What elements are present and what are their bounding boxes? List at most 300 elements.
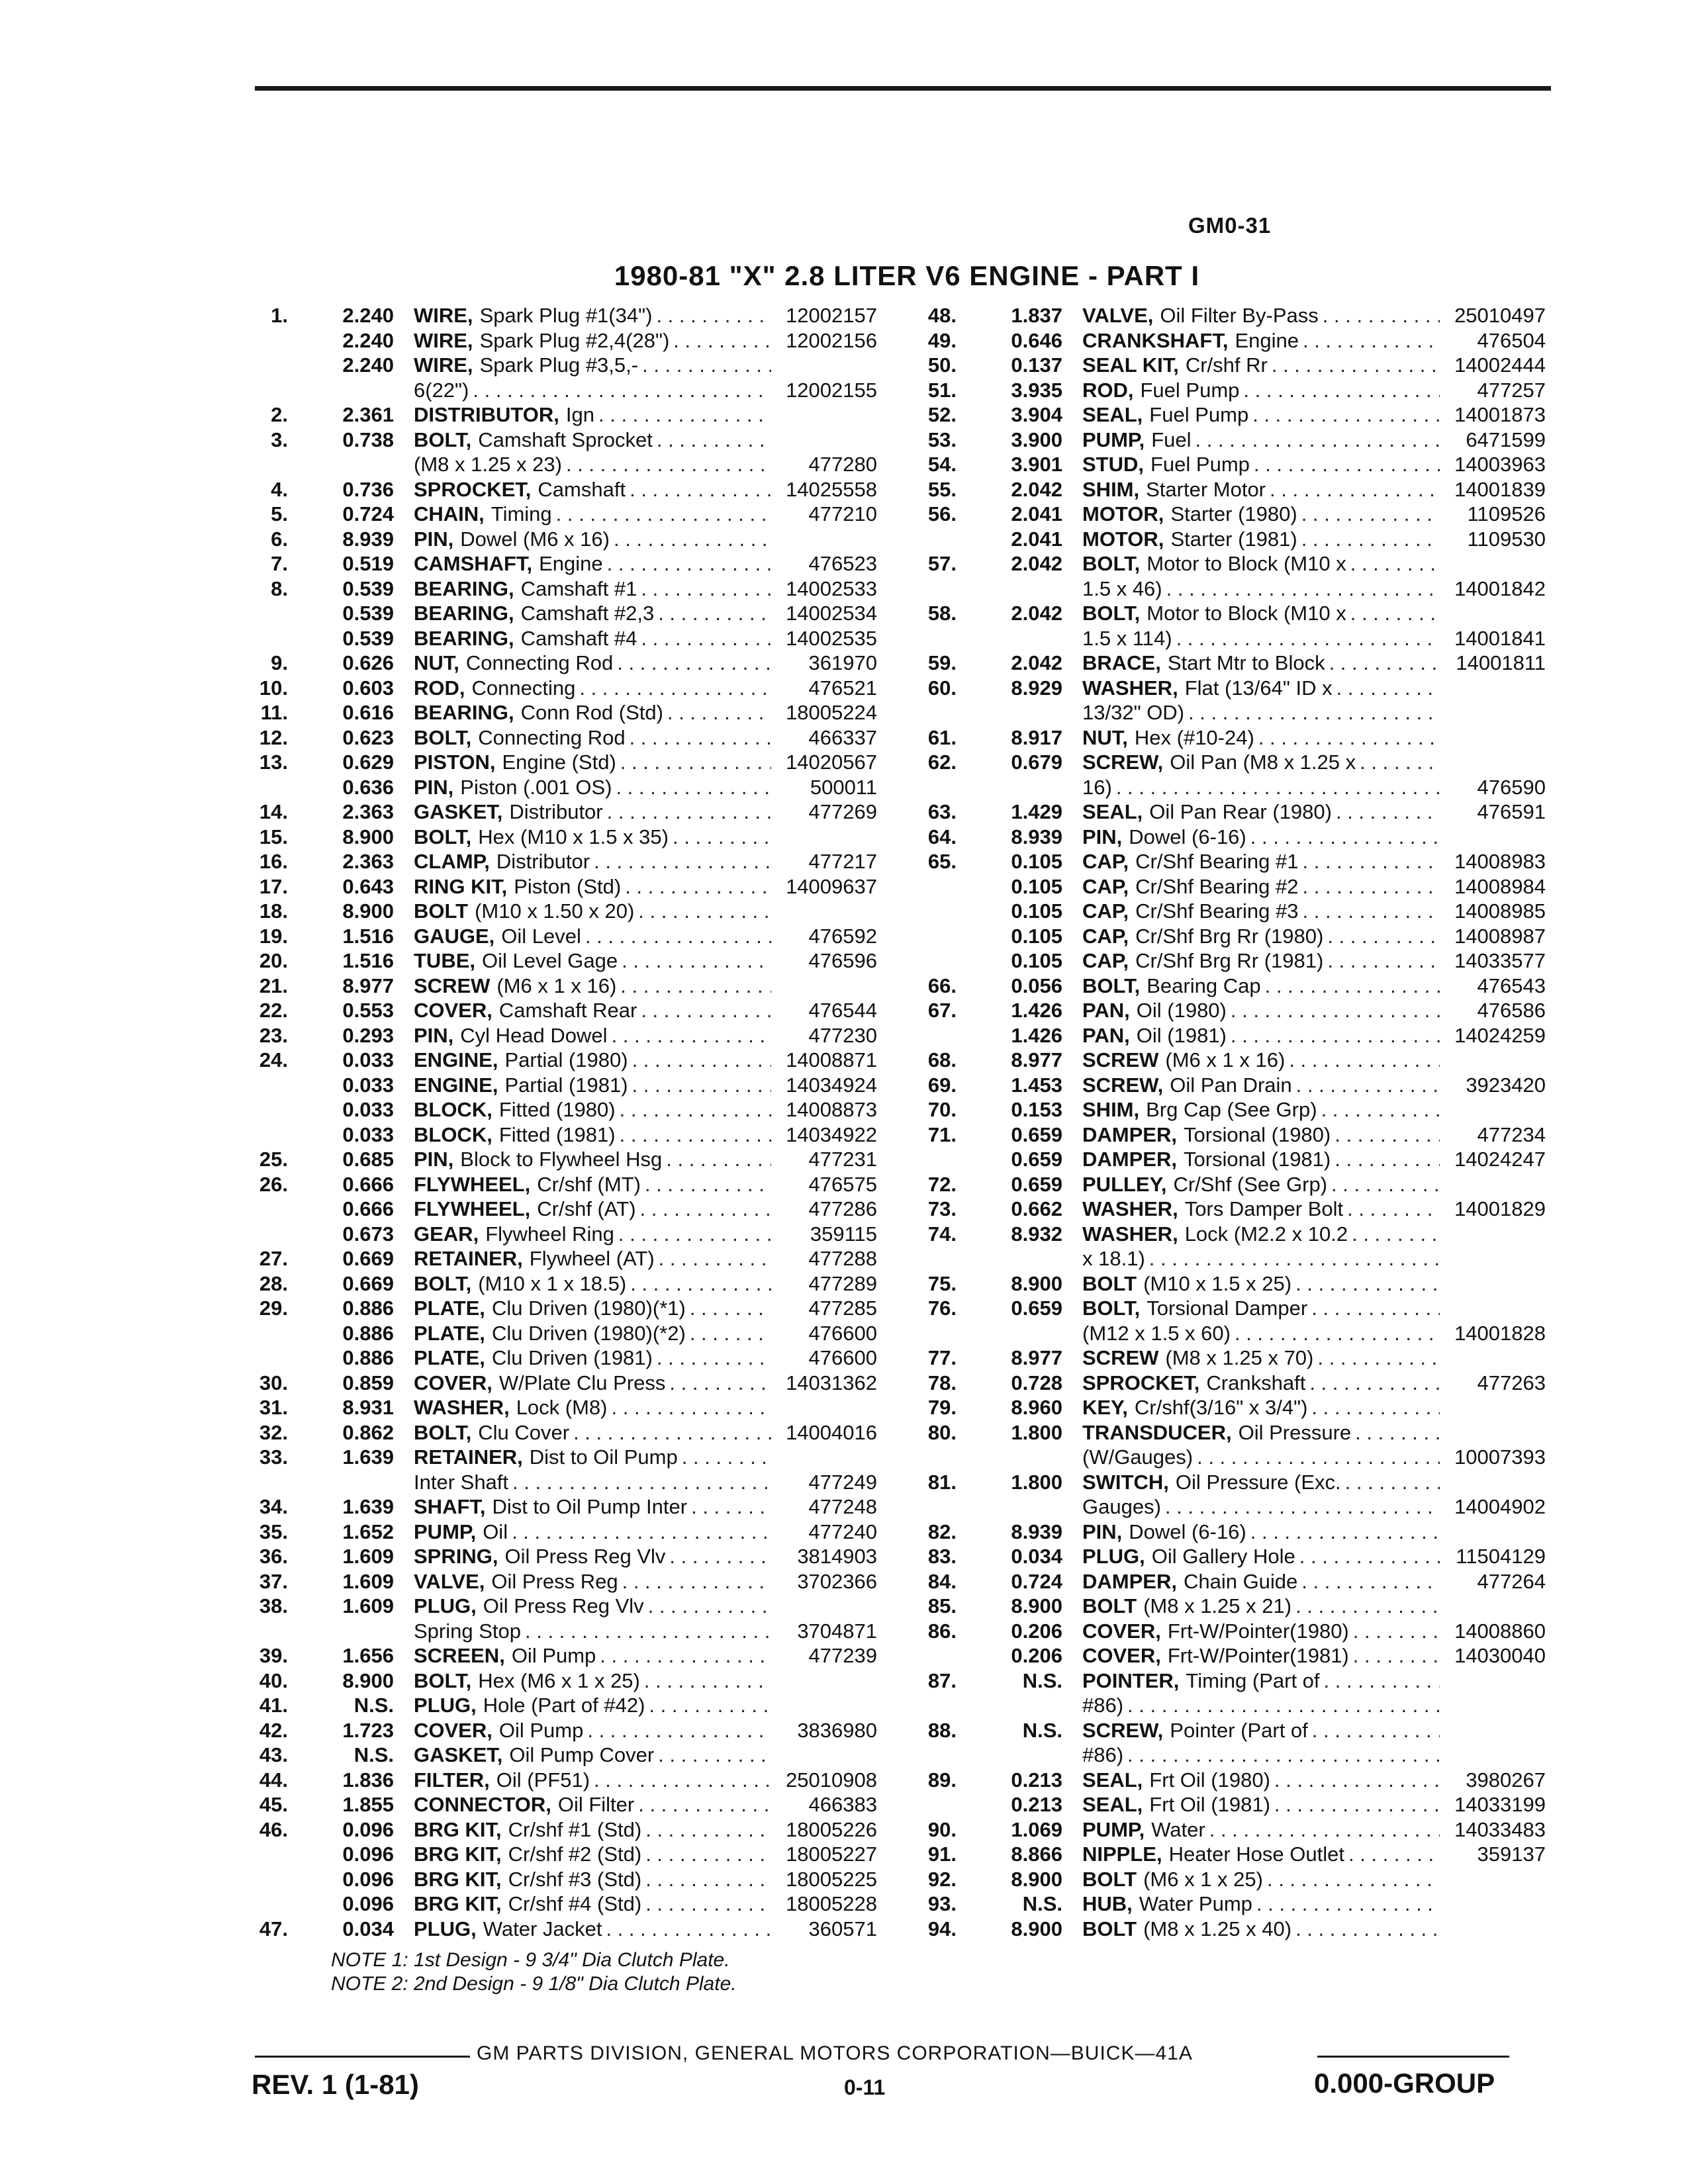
part-detail: Oil Pan (M8 x 1.25 x	[1170, 751, 1356, 774]
part-number	[1440, 1520, 1546, 1545]
leader-dots	[628, 1048, 771, 1073]
item-number: 15.	[259, 825, 288, 848]
part-description	[1062, 1817, 1546, 1843]
top-rule	[255, 86, 1551, 91]
group-number: 1.516	[342, 924, 394, 948]
part-detail: Oil Pressure (Exc.	[1175, 1470, 1341, 1494]
part-detail: Clu Driven (1981)	[491, 1346, 653, 1369]
part-number: 476544	[808, 999, 877, 1022]
leader-dots	[552, 502, 771, 527]
part-name: BEARING,	[414, 602, 514, 625]
part-row	[910, 1172, 1546, 1197]
leader-dots	[1227, 998, 1440, 1023]
item-number: 13.	[259, 751, 288, 774]
leader-dots	[1192, 428, 1440, 453]
part-description	[1062, 1668, 1546, 1694]
group-number: 8.960	[1011, 1396, 1062, 1419]
part-row	[910, 750, 1546, 775]
part-description	[394, 626, 877, 651]
part-detail: Hex (M10 x 1.5 x 35)	[478, 825, 669, 848]
leader-dots	[1297, 527, 1440, 552]
item-number	[910, 1147, 957, 1172]
part-number: 14002534	[786, 602, 877, 625]
part-number: 477248	[808, 1495, 877, 1518]
item-number: 77.	[927, 1346, 957, 1369]
part-description	[1062, 1371, 1546, 1396]
item-number	[910, 626, 957, 651]
part-row	[910, 303, 1546, 328]
part-detail: Conn Rod (Std)	[520, 701, 663, 724]
leader-dots	[669, 328, 771, 353]
part-name: COVER,	[1082, 1619, 1161, 1643]
part-row	[910, 1296, 1546, 1321]
group-number: 8.866	[1011, 1843, 1062, 1866]
part-row	[910, 1197, 1546, 1222]
part-detail: Spark Plug #2,4(28")	[479, 328, 670, 352]
group-number: 0.666	[342, 1172, 394, 1196]
group-number: 0.616	[342, 701, 394, 724]
leader-dots	[614, 1222, 771, 1247]
part-detail: Oil Press Reg	[491, 1569, 618, 1593]
part-row	[910, 948, 1546, 974]
part-detail: Frt Oil (1981)	[1149, 1793, 1270, 1816]
leader-dots	[581, 924, 771, 949]
part-detail: Fitted (1981)	[498, 1122, 616, 1146]
group-number: 0.862	[342, 1420, 394, 1444]
group-number: 0.034	[342, 1917, 394, 1940]
part-name: BOLT,	[414, 428, 472, 451]
part-number	[1440, 1668, 1546, 1694]
part-description	[394, 1544, 877, 1569]
part-row	[242, 1594, 877, 1619]
part-detail: x 18.1)	[1082, 1247, 1145, 1270]
part-name: RETAINER,	[414, 1445, 523, 1469]
group-number: 0.105	[1011, 924, 1062, 948]
leader-dots	[662, 1147, 771, 1172]
part-detail: Fuel Pump	[1149, 403, 1249, 426]
part-row	[242, 1395, 877, 1420]
part-detail: (M10 x 1.50 x 20)	[475, 899, 635, 923]
group-number: N.S.	[1022, 1892, 1062, 1915]
part-number: 14033483	[1454, 1817, 1546, 1841]
part-detail: Engine	[1235, 328, 1299, 352]
part-name: POINTER,	[1082, 1668, 1180, 1692]
part-name: PIN,	[414, 1148, 454, 1171]
part-detail: Camshaft	[538, 477, 626, 501]
group-number: 0.626	[342, 651, 394, 674]
group-number: 0.105	[1011, 899, 1062, 923]
part-description	[394, 576, 877, 602]
group-number: 1.069	[1011, 1817, 1062, 1841]
part-detail: Dist to Oil Pump Inter	[492, 1495, 688, 1518]
part-number: 14003963	[1454, 453, 1546, 476]
item-number: 58.	[927, 602, 957, 625]
part-row	[910, 1371, 1546, 1396]
part-name: BOLT,	[414, 725, 472, 749]
leader-dots	[469, 378, 771, 403]
part-name: GASKET,	[414, 800, 503, 823]
part-number: 359115	[810, 1222, 877, 1246]
leader-dots	[653, 428, 771, 453]
part-description	[394, 799, 877, 825]
page-title: 1980-81 "X" 2.8 LITER V6 ENGINE - PART I	[614, 260, 1200, 291]
part-description	[394, 1172, 877, 1197]
item-number: 24.	[259, 1048, 288, 1071]
part-name: COVER,	[414, 1718, 492, 1742]
part-number: 500011	[810, 775, 877, 799]
part-name: ENGINE,	[414, 1048, 498, 1071]
part-number: 14001841	[1454, 626, 1546, 650]
group-number: 0.736	[342, 477, 394, 501]
part-row	[910, 1718, 1546, 1743]
leader-dots	[1348, 1222, 1440, 1247]
leader-dots	[1123, 1693, 1440, 1718]
item-number	[910, 899, 957, 924]
item-number	[910, 1321, 957, 1346]
part-row	[242, 1668, 877, 1694]
part-description	[1062, 874, 1546, 899]
leader-dots	[590, 849, 771, 874]
group-number: 8.977	[1011, 1346, 1062, 1369]
leader-dots	[641, 1867, 771, 1892]
part-number: 360571	[808, 1917, 877, 1940]
part-description	[1062, 428, 1546, 453]
part-detail: Torsional Damper	[1147, 1297, 1308, 1320]
part-description	[394, 700, 877, 725]
leader-dots	[686, 1321, 771, 1346]
leader-dots	[640, 1668, 771, 1694]
part-detail: 13/32" OD)	[1082, 701, 1185, 724]
group-number: 0.629	[342, 751, 394, 774]
part-name: BOLT	[414, 899, 469, 923]
part-detail: Oil Gallery Hole	[1151, 1545, 1295, 1568]
part-description	[394, 1445, 877, 1470]
item-number: 33.	[259, 1445, 288, 1469]
part-detail: Clu Cover	[478, 1420, 570, 1444]
part-name: GAUGE,	[414, 924, 495, 948]
part-detail: Distributor	[509, 800, 603, 823]
group-number: 0.056	[1011, 974, 1062, 997]
part-number: 14001828	[1454, 1321, 1546, 1345]
item-number: 37.	[259, 1569, 288, 1593]
group-number: 0.886	[342, 1297, 394, 1320]
part-name: BOLT	[1082, 1594, 1137, 1617]
part-detail: Dowel (6-16)	[1129, 1520, 1246, 1543]
part-row	[910, 1520, 1546, 1545]
group-number: 8.917	[1011, 725, 1062, 749]
part-description	[394, 1197, 877, 1222]
leader-dots	[562, 452, 771, 477]
leader-dots	[1297, 1569, 1440, 1594]
leader-dots	[641, 1817, 771, 1843]
group-number: 1.426	[1011, 1023, 1062, 1047]
leader-dots	[1291, 1917, 1440, 1942]
item-number	[910, 874, 957, 899]
footer-publisher: GM PARTS DIVISION, GENERAL MOTORS CORPORATION—BUICK—41A	[477, 2042, 1193, 2064]
part-detail: Motor to Block (M10 x	[1147, 552, 1346, 575]
part-description	[1062, 1445, 1546, 1470]
leader-dots	[1250, 452, 1440, 477]
part-description	[1062, 1246, 1546, 1271]
group-number	[957, 1321, 1062, 1346]
leader-dots	[641, 1891, 771, 1917]
part-detail: Oil (1981)	[1136, 1023, 1227, 1047]
part-description	[394, 1693, 877, 1718]
part-number: 476521	[808, 676, 877, 700]
item-number: 50.	[927, 353, 957, 377]
part-description	[1062, 1147, 1546, 1172]
part-description	[394, 899, 877, 924]
part-row	[910, 1743, 1546, 1768]
part-description	[1062, 825, 1546, 850]
item-number: 75.	[927, 1271, 957, 1295]
group-number	[288, 378, 394, 403]
part-description	[394, 1867, 877, 1892]
leader-dots	[621, 874, 771, 899]
group-number: 0.673	[342, 1222, 394, 1246]
part-row	[910, 1792, 1546, 1817]
part-description	[394, 825, 877, 850]
item-number: 79.	[927, 1396, 957, 1419]
part-number: 6471599	[1466, 428, 1546, 451]
part-name: FLYWHEEL,	[414, 1197, 531, 1220]
item-number: 18.	[259, 899, 288, 923]
part-name: SCREEN,	[414, 1644, 505, 1667]
part-number: 477263	[1477, 1371, 1546, 1394]
group-number: 0.096	[342, 1817, 394, 1841]
part-number: 14008860	[1454, 1619, 1546, 1643]
part-name: BRG KIT,	[414, 1892, 502, 1915]
part-description	[394, 849, 877, 874]
part-name: ROD,	[1082, 378, 1134, 402]
leader-dots	[1299, 328, 1440, 353]
group-number: 0.646	[1011, 328, 1062, 352]
part-row	[242, 1172, 877, 1197]
item-number	[910, 1023, 957, 1048]
group-number: 1.855	[342, 1793, 394, 1816]
part-name: PLATE,	[414, 1321, 485, 1345]
leader-dots	[602, 1917, 771, 1942]
group-number: N.S.	[353, 1743, 394, 1766]
leader-dots	[655, 1246, 771, 1271]
part-name: SPRING,	[414, 1545, 498, 1568]
part-description	[394, 725, 877, 751]
leader-dots	[1145, 1246, 1440, 1271]
item-number: 60.	[927, 676, 957, 700]
part-name: SCREW,	[1082, 1718, 1164, 1742]
part-detail: Cr/shf Rr	[1185, 353, 1268, 377]
part-number: 14001839	[1454, 477, 1546, 501]
item-number: 54.	[927, 453, 957, 476]
part-detail: Fuel	[1151, 428, 1192, 451]
part-name: WASHER,	[1082, 1197, 1178, 1220]
part-name: BEARING,	[414, 576, 514, 600]
item-number	[242, 378, 288, 403]
part-number: 14008873	[786, 1098, 877, 1121]
part-number: 1109530	[1467, 527, 1546, 551]
part-detail: Partial (1981)	[504, 1073, 628, 1097]
part-name: PLUG,	[414, 1917, 477, 1940]
part-detail: Hex (#10-24)	[1134, 725, 1254, 749]
part-description	[394, 1891, 877, 1917]
part-description	[1062, 1520, 1546, 1545]
item-number: 49.	[927, 328, 957, 352]
part-detail: Lock (M2.2 x 10.2	[1184, 1222, 1348, 1246]
group-number: 0.105	[1011, 874, 1062, 898]
leader-dots	[1332, 799, 1440, 825]
part-row	[242, 676, 877, 701]
part-number: 25010908	[786, 1768, 877, 1792]
leader-dots	[1172, 626, 1440, 651]
note-1: NOTE 1: 1st Design - 9 3/4" Dia Clutch Plate.	[331, 1949, 730, 1971]
part-number: 14025558	[786, 477, 877, 501]
item-number: 61.	[927, 725, 957, 749]
part-number	[1440, 551, 1546, 576]
part-detail: Oil Press Reg Vlv	[504, 1545, 666, 1568]
part-name: BOLT	[1082, 1917, 1137, 1940]
part-number: 477230	[808, 1023, 877, 1047]
group-number	[957, 1445, 1062, 1470]
part-detail: Torsional (1981)	[1183, 1148, 1331, 1171]
part-row	[242, 601, 877, 626]
part-name: CAP,	[1082, 924, 1129, 948]
part-number	[1440, 1172, 1546, 1197]
leader-dots	[594, 402, 771, 428]
leader-dots	[521, 1619, 771, 1644]
part-number: 477217	[808, 850, 877, 873]
leader-dots	[1295, 1544, 1440, 1569]
group-number	[288, 1470, 394, 1495]
part-description	[394, 378, 877, 403]
item-number: 35.	[259, 1520, 288, 1543]
part-description	[394, 601, 877, 626]
item-number	[242, 1470, 288, 1495]
part-description	[1062, 1097, 1546, 1122]
item-number: 47.	[259, 1917, 288, 1940]
part-description	[1062, 1023, 1546, 1048]
part-name: KEY,	[1082, 1396, 1128, 1419]
part-number	[1440, 825, 1546, 850]
leader-dots	[618, 948, 771, 974]
part-number: 14030040	[1454, 1644, 1546, 1667]
item-number	[910, 1693, 957, 1718]
part-description	[394, 402, 877, 428]
part-detail: Oil Pump	[511, 1644, 596, 1667]
leader-dots	[665, 1544, 771, 1569]
group-number: 0.679	[1011, 751, 1062, 774]
part-description	[394, 1792, 877, 1817]
part-description	[1062, 651, 1546, 676]
part-row	[242, 353, 877, 378]
leader-dots	[687, 1494, 771, 1520]
part-name: PAN,	[1082, 1023, 1130, 1047]
item-number	[242, 328, 288, 353]
part-number: 477249	[808, 1470, 877, 1494]
part-description	[394, 1296, 877, 1321]
leader-dots	[608, 1395, 772, 1420]
part-number: 14001873	[1454, 403, 1546, 426]
part-row	[910, 974, 1546, 999]
part-description	[1062, 1768, 1546, 1793]
item-number: 41.	[259, 1694, 288, 1717]
part-detail: Timing	[491, 502, 552, 525]
part-name: PISTON,	[414, 751, 496, 774]
part-detail: Camshaft #2,3	[520, 602, 655, 625]
part-row	[910, 998, 1546, 1023]
part-number: 476592	[808, 924, 877, 948]
part-detail: Crankshaft	[1206, 1371, 1306, 1394]
part-name: PULLEY,	[1082, 1172, 1167, 1196]
part-number: 18005225	[786, 1867, 877, 1891]
part-name: PIN,	[414, 1023, 454, 1047]
part-number: 3836980	[797, 1718, 877, 1742]
part-detail: Pointer (Part of	[1170, 1718, 1308, 1742]
part-detail: (M6 x 1 x 16)	[496, 974, 617, 997]
part-description	[1062, 1321, 1546, 1346]
part-description	[1062, 1792, 1546, 1817]
part-detail: Hex (M6 x 1 x 25)	[478, 1668, 640, 1692]
group-number: 0.105	[1011, 850, 1062, 873]
part-name: FLYWHEEL,	[414, 1172, 531, 1196]
group-number: 1.652	[342, 1520, 394, 1543]
part-detail: Cr/shf(3/16" x 3/4")	[1134, 1396, 1308, 1419]
part-row	[242, 1048, 877, 1073]
part-detail: (M10 x 1 x 18.5)	[478, 1271, 627, 1295]
part-detail: Distributor	[496, 850, 590, 873]
leader-dots	[1184, 700, 1440, 725]
part-description	[394, 1321, 877, 1346]
part-row	[910, 1768, 1546, 1793]
leader-dots	[1343, 1197, 1440, 1222]
part-detail: Water	[1151, 1817, 1205, 1841]
group-number: 8.939	[342, 527, 394, 551]
part-description	[394, 676, 877, 701]
part-name: PAN,	[1082, 999, 1130, 1022]
part-name: WIRE,	[414, 304, 473, 327]
part-detail: Water Pump	[1139, 1892, 1252, 1915]
part-description	[1062, 1718, 1546, 1743]
group-number: 0.659	[1011, 1172, 1062, 1196]
part-number: 476600	[808, 1321, 877, 1345]
part-number: 476590	[1477, 775, 1546, 799]
part-detail: Cr/Shf Bearing #3	[1135, 899, 1299, 923]
part-row	[910, 1643, 1546, 1668]
part-name: BOLT	[1082, 1271, 1137, 1295]
part-description	[394, 1073, 877, 1098]
part-row	[910, 1097, 1546, 1122]
part-number: 14001842	[1454, 576, 1546, 600]
part-row	[910, 1594, 1546, 1619]
part-name: GEAR,	[414, 1222, 479, 1246]
group-number: 8.900	[342, 899, 394, 923]
part-detail: Clu Driven (1980)(*1)	[491, 1297, 686, 1320]
part-detail: Piston (Std)	[514, 874, 622, 898]
part-name: MOTOR,	[1082, 502, 1164, 525]
part-row	[242, 1792, 877, 1817]
part-name: SHIM,	[1082, 1098, 1140, 1121]
part-number: 18005224	[786, 701, 877, 724]
group-number: 1.723	[342, 1718, 394, 1742]
part-name: WASHER,	[1082, 1222, 1178, 1246]
part-row	[242, 328, 877, 353]
part-detail: Oil Press Reg Vlv	[483, 1594, 644, 1617]
part-description	[394, 1668, 877, 1694]
part-description	[394, 998, 877, 1023]
part-number: 477264	[1477, 1569, 1546, 1593]
part-name: PLUG,	[1082, 1545, 1145, 1568]
item-number: 72.	[927, 1172, 957, 1196]
part-detail: 16)	[1082, 775, 1112, 799]
